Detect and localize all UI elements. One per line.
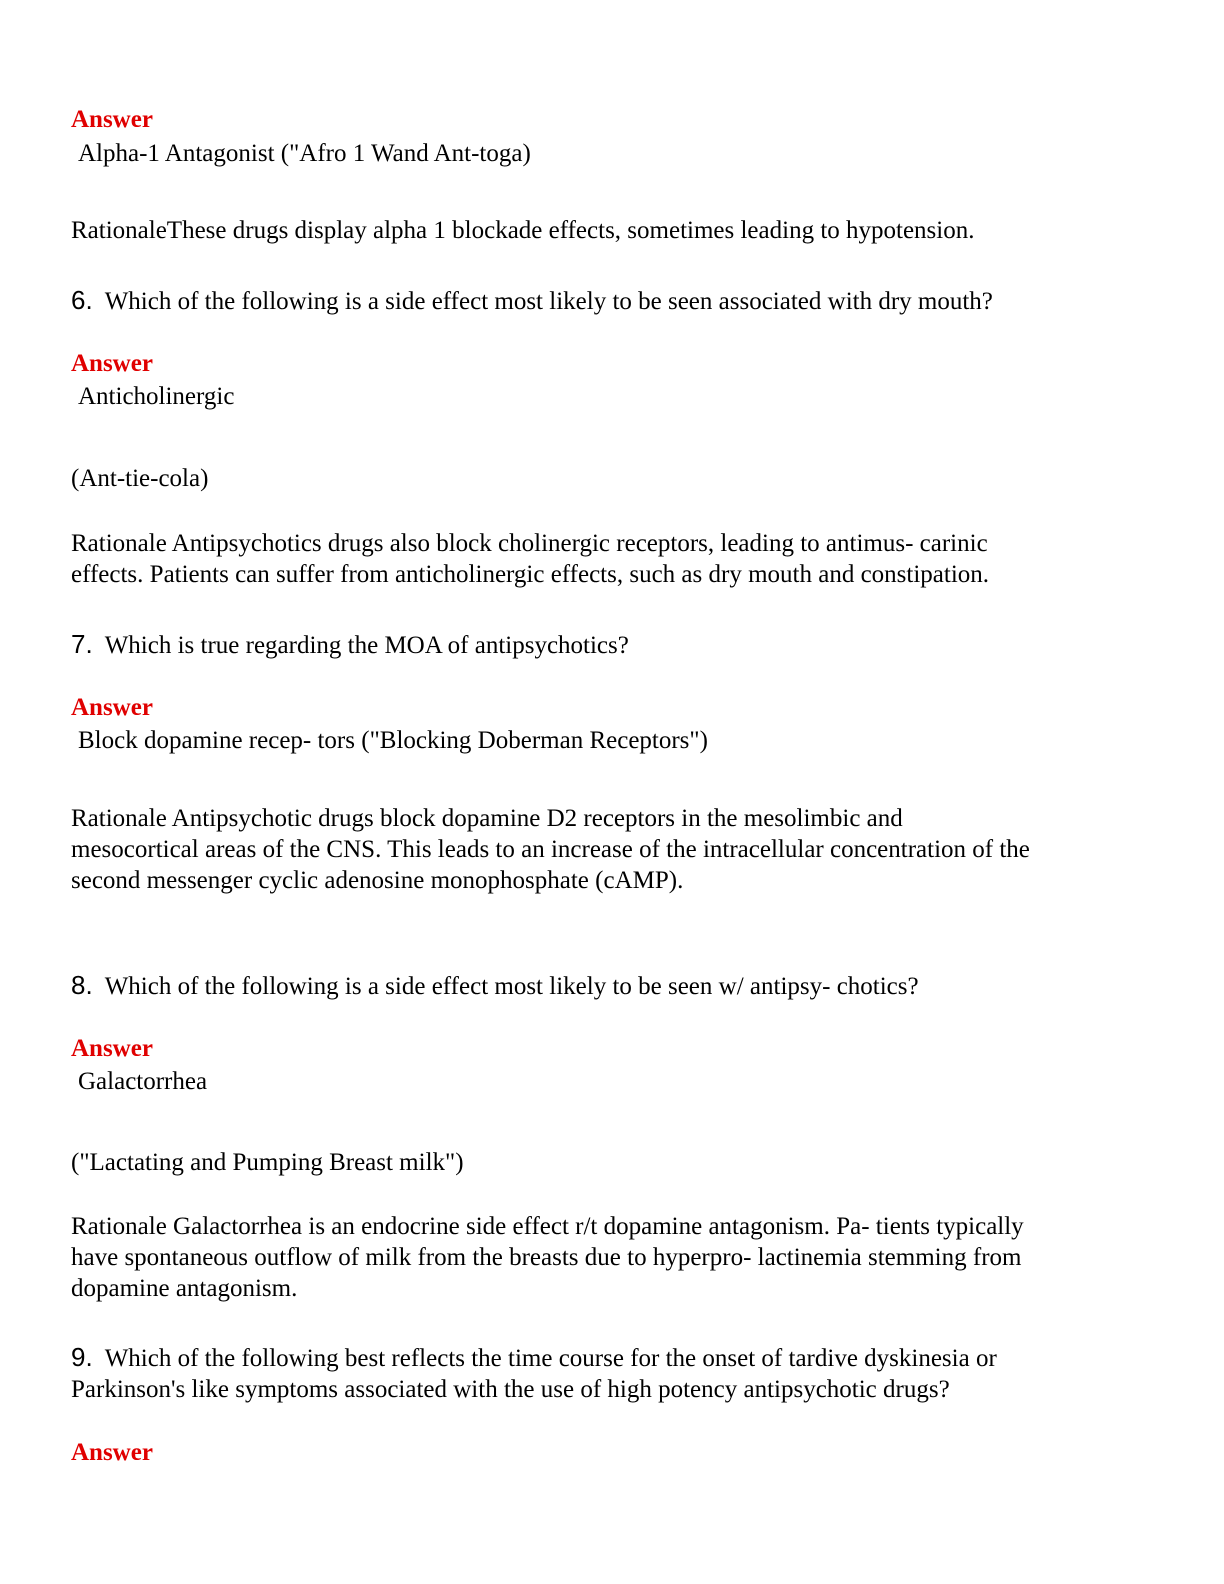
answer-text: Galactorrhea <box>78 1068 208 1095</box>
answer-text: Block dopamine recep- tors ("Blocking Doberman Receptors") <box>78 727 708 754</box>
question-text: Which of the following best reflects the time course for the onset of tardive dyskinesia or <box>104 1345 997 1372</box>
answer-label: Answer <box>71 1035 153 1062</box>
mnemonic-text: ("Lactating and Pumping Breast milk") <box>71 1149 464 1176</box>
question-text-continued: Parkinson's like symptoms associated with the use of high potency antipsychotic drugs? <box>71 1376 950 1403</box>
question-number: 9. <box>71 1342 93 1372</box>
rationale-text: RationaleThese drugs display alpha 1 blockade effects, sometimes leading to hypotension. <box>71 217 975 244</box>
rationale-text: mesocortical areas of the CNS. This leads to an increase of the intracellular concentration of the <box>71 836 1030 863</box>
answer-label: Answer <box>71 1439 153 1466</box>
question-text: Which of the following is a side effect most likely to be seen w/ antipsy- chotics? <box>104 973 919 1000</box>
answer-text: Anticholinergic <box>78 383 235 410</box>
question-9 <box>71 1342 997 1374</box>
answer-label: Answer <box>71 350 153 377</box>
question-text: Which of the following is a side effect most likely to be seen associated with dry mouth? <box>104 288 993 315</box>
question-number: 6. <box>71 285 93 315</box>
question-number: 7. <box>71 629 93 659</box>
rationale-text: Rationale Galactorrhea is an endocrine side effect r/t dopamine antagonism. Pa- tients typically <box>71 1213 1024 1240</box>
question-7 <box>71 629 629 661</box>
question-6 <box>71 285 993 317</box>
rationale-text: second messenger cyclic adenosine monophosphate (cAMP). <box>71 867 684 894</box>
rationale-text: Rationale Antipsychotics drugs also block cholinergic receptors, leading to antimus- carinic <box>71 530 988 557</box>
question-8 <box>71 970 919 1002</box>
rationale-text: have spontaneous outflow of milk from the breasts due to hyperpro- lactinemia stemming from <box>71 1244 1022 1271</box>
rationale-text: dopamine antagonism. <box>71 1275 298 1302</box>
rationale-text: effects. Patients can suffer from anticholinergic effects, such as dry mouth and constipation. <box>71 561 990 588</box>
answer-label: Answer <box>71 106 153 133</box>
answer-label: Answer <box>71 694 153 721</box>
answer-text: Alpha-1 Antagonist ("Afro 1 Wand Ant-toga) <box>78 140 531 167</box>
question-text: Which is true regarding the MOA of antipsychotics? <box>104 632 629 659</box>
rationale-text: Rationale Antipsychotic drugs block dopamine D2 receptors in the mesolimbic and <box>71 805 903 832</box>
mnemonic-text: (Ant-tie-cola) <box>71 465 209 492</box>
question-number: 8. <box>71 970 93 1000</box>
